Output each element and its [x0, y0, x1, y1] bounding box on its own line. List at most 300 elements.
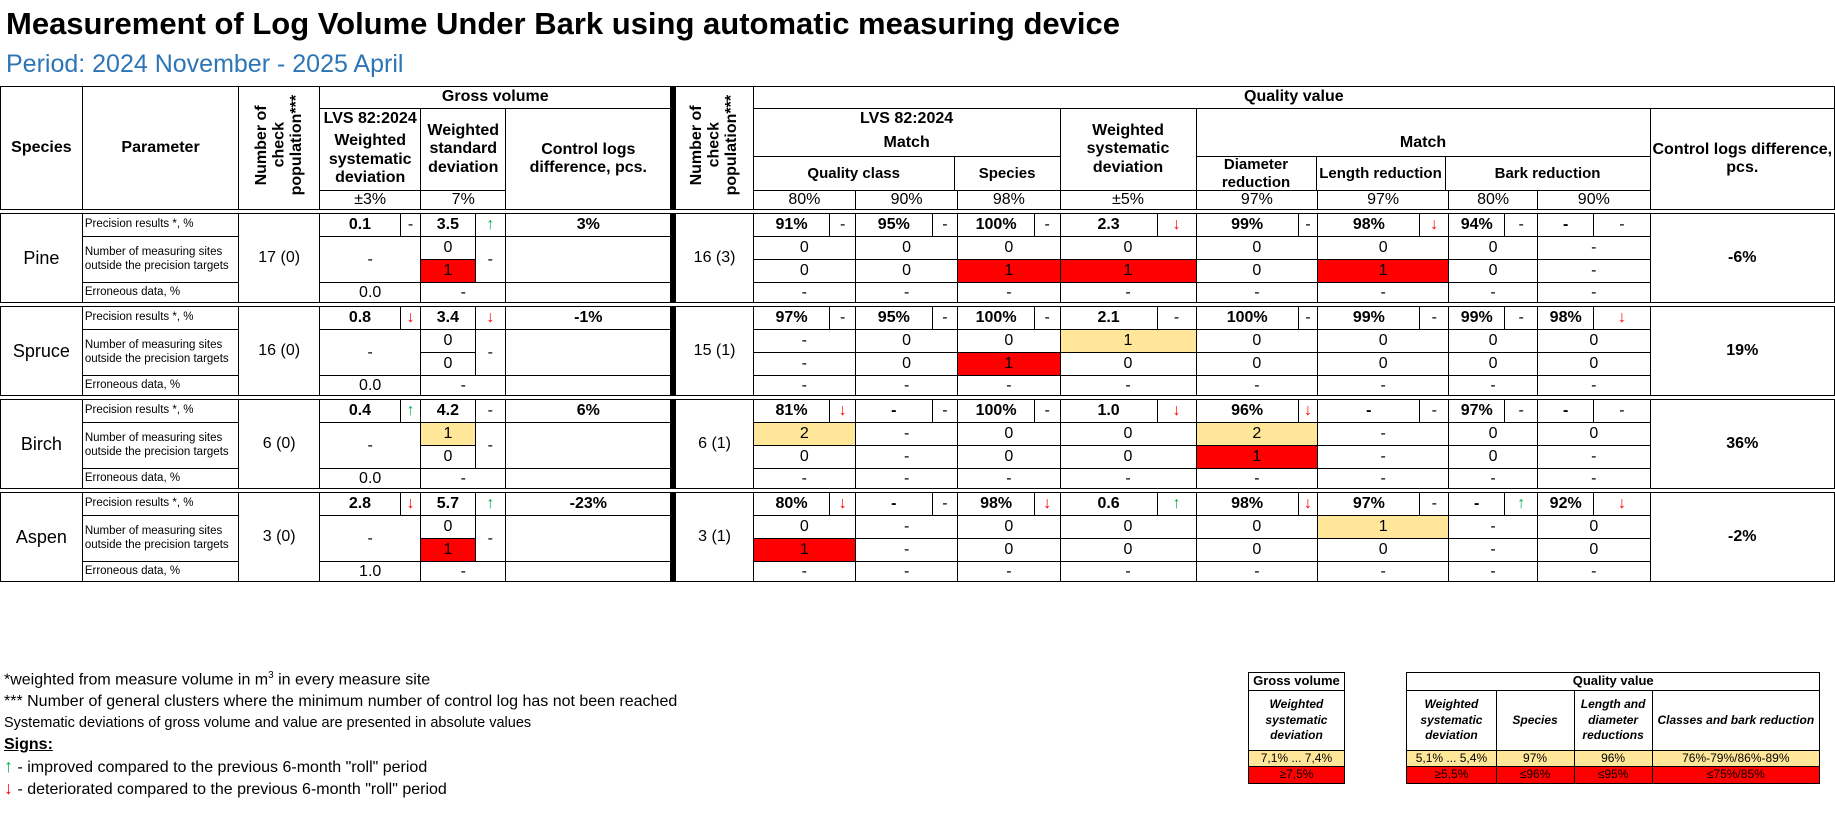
gross-check-pop: 17 (0)	[239, 214, 320, 303]
species-match-value: 100%	[958, 214, 1035, 237]
target-qc80: 80%	[753, 191, 855, 210]
param-erroneous: Erroneous data, %	[82, 283, 238, 303]
legend-col-classes-bark: Classes and bark reduction	[1652, 690, 1819, 750]
param-erroneous: Erroneous data, %	[82, 469, 238, 489]
gross-sys-outside: -	[320, 330, 421, 376]
species-match-outside-2: 0	[958, 446, 1060, 469]
diameter-reduction-trend: -	[1298, 214, 1317, 237]
legend-yellow-3: 97%	[1496, 750, 1574, 767]
param-erroneous: Erroneous data, %	[82, 376, 238, 396]
param-precision: Precision results *, %	[82, 307, 238, 330]
gross-std-value: 5.7	[421, 493, 475, 516]
quality-class-80-outside-2: 0	[753, 446, 855, 469]
length-reduction-value: 99%	[1318, 307, 1420, 330]
quality-class-80-outside-2: 0	[753, 260, 855, 283]
quality-class-90-outside: 0	[855, 330, 957, 353]
quality-sys-outside: 1	[1060, 330, 1196, 353]
quality-class-80-value: 91%	[753, 214, 830, 237]
species-match-trend: -	[1034, 400, 1060, 423]
gross-std-outside-2: 1	[421, 539, 475, 562]
quality-class-90-outside: -	[855, 423, 957, 446]
quality-sys-trend: ↑	[1157, 493, 1196, 516]
length-reduction-outside: 1	[1318, 516, 1449, 539]
gross-sys-value: 0.8	[320, 307, 401, 330]
length-reduction-value: 98%	[1318, 214, 1420, 237]
diameter-reduction-outside-2: 0	[1196, 353, 1318, 376]
bark-80-outside-2: 0	[1449, 446, 1538, 469]
header-gross-weighted-sys-dev: Weighted systematic deviation	[320, 130, 421, 191]
param-outside: Number of measuring sites outside the precision targets	[82, 237, 238, 283]
sign-improved: ↑ - improved compared to the previous 6-month "roll" period	[4, 755, 428, 776]
quality-class-90-outside: 0	[855, 237, 957, 260]
species-match-outside: 0	[958, 330, 1060, 353]
legend-yellow-2: 5,1% ... 5,4%	[1407, 750, 1496, 767]
bark-90-erroneous: -	[1538, 469, 1651, 489]
gross-sys-value: 0.1	[320, 214, 401, 237]
gross-std-trend: -	[475, 400, 506, 423]
species-name: Aspen	[1, 493, 83, 582]
quality-check-pop: 3 (1)	[673, 493, 753, 582]
quality-sys-erroneous: -	[1060, 469, 1196, 489]
length-reduction-value: 97%	[1318, 493, 1420, 516]
species-match-outside-2: 1	[958, 260, 1060, 283]
quality-check-pop: 15 (1)	[673, 307, 753, 396]
header-match-left: Match Quality class Species	[753, 130, 1060, 191]
header-gross-lvs: LVS 82:2024	[320, 109, 421, 131]
gross-sys-erroneous: 1.0	[320, 562, 421, 582]
length-reduction-erroneous: -	[1318, 376, 1449, 396]
arrow-down-icon: ↓	[4, 778, 13, 799]
gross-control-empty	[506, 516, 674, 562]
quality-class-80-trend: -	[830, 307, 856, 330]
length-reduction-value: -	[1318, 400, 1420, 423]
quality-sys-trend: ↓	[1157, 400, 1196, 423]
species-name: Birch	[1, 400, 83, 489]
length-reduction-outside: 0	[1318, 330, 1449, 353]
bark-80-outside-2: -	[1449, 539, 1538, 562]
legend-col-quality-sys: Weighted systematic deviation	[1407, 690, 1496, 750]
gross-sys-trend: ↓	[400, 307, 420, 330]
header-gross-volume: Gross volume	[320, 87, 674, 109]
legend-col-species: Species	[1496, 690, 1574, 750]
legend-gross-header: Gross volume	[1249, 673, 1345, 691]
target-quality-sys: ±5%	[1060, 191, 1196, 210]
bark-80-outside-2: 0	[1449, 353, 1538, 376]
gross-std-trend: ↓	[475, 307, 506, 330]
species-match-outside: 0	[958, 237, 1060, 260]
diameter-reduction-trend: ↓	[1298, 493, 1317, 516]
quality-sys-trend: -	[1157, 307, 1196, 330]
quality-sys-outside: 0	[1060, 423, 1196, 446]
quality-class-90-outside: -	[855, 516, 957, 539]
header-quality-num-check-pop: Number of check population***	[673, 87, 753, 210]
gross-std-trend: ↑	[475, 214, 506, 237]
quality-class-80-erroneous: -	[753, 562, 855, 582]
gross-std-outside: 0	[421, 237, 475, 260]
length-reduction-trend: -	[1420, 493, 1449, 516]
header-quality-lvs: LVS 82:2024	[753, 109, 1060, 131]
bark-90-value: 98%	[1538, 307, 1594, 330]
quality-sys-outside-2: 1	[1060, 260, 1196, 283]
gross-std-value: 4.2	[421, 400, 475, 423]
gross-std-outside-2: 1	[421, 260, 475, 283]
gross-std-outside-trend: -	[475, 330, 506, 376]
diameter-reduction-erroneous: -	[1196, 376, 1318, 396]
gross-control-empty	[506, 330, 674, 376]
footnote-weighted: *weighted from measure volume in $m^3$ in every measure site	[4, 670, 431, 689]
gross-sys-value: 0.4	[320, 400, 401, 423]
gross-std-outside: 1	[421, 423, 475, 446]
legend-red-2: ≥5,5%	[1407, 767, 1496, 784]
bark-80-outside: -	[1449, 516, 1538, 539]
bark-80-outside: 0	[1449, 237, 1538, 260]
quality-sys-outside-2: 0	[1060, 353, 1196, 376]
quality-sys-erroneous: -	[1060, 562, 1196, 582]
quality-sys-outside: 0	[1060, 516, 1196, 539]
diameter-reduction-erroneous: -	[1196, 283, 1318, 303]
bark-90-trend: ↓	[1594, 493, 1650, 516]
header-match-right-top	[1196, 109, 1650, 131]
species-match-outside: 0	[958, 516, 1060, 539]
species-match-outside-2: 1	[958, 353, 1060, 376]
param-erroneous: Erroneous data, %	[82, 562, 238, 582]
gross-control-erroneous-empty	[506, 469, 674, 489]
legend-yellow-4: 96%	[1574, 750, 1652, 767]
bark-90-outside-2: 0	[1538, 353, 1651, 376]
bark-90-erroneous: -	[1538, 376, 1651, 396]
gross-control-empty	[506, 423, 674, 469]
quality-class-90-trend: -	[932, 493, 958, 516]
table-row	[1, 214, 1835, 237]
diameter-reduction-outside-2: 0	[1196, 260, 1318, 283]
bark-80-value: 97%	[1449, 400, 1505, 423]
bark-80-erroneous: -	[1449, 376, 1538, 396]
gross-control-logs: -23%	[506, 493, 674, 516]
quality-sys-value: 1.0	[1060, 400, 1157, 423]
quality-class-90-erroneous: -	[855, 376, 957, 396]
gross-std-outside-trend: -	[475, 423, 506, 469]
length-reduction-trend: -	[1420, 307, 1449, 330]
footnote-systematic: Systematic deviations of gross volume and value are presented in absolute values	[4, 714, 532, 731]
gross-control-logs: 6%	[506, 400, 674, 423]
quality-class-90-outside-2: 0	[855, 260, 957, 283]
quality-sys-erroneous: -	[1060, 283, 1196, 303]
gross-sys-erroneous: 0.0	[320, 283, 421, 303]
quality-sys-trend: ↓	[1157, 214, 1196, 237]
quality-class-90-value: -	[855, 400, 932, 423]
quality-class-90-outside-2: -	[855, 539, 957, 562]
bark-80-outside: 0	[1449, 330, 1538, 353]
bark-90-trend: ↓	[1594, 307, 1650, 330]
target-gross-sys: ±3%	[320, 191, 421, 210]
gross-std-erroneous: -	[421, 283, 506, 303]
species-match-trend: -	[1034, 214, 1060, 237]
target-qc90: 90%	[855, 191, 957, 210]
bark-80-trend: -	[1505, 214, 1538, 237]
gross-control-logs: 3%	[506, 214, 674, 237]
param-precision: Precision results *, %	[82, 493, 238, 516]
quality-sys-erroneous: -	[1060, 376, 1196, 396]
header-quality-value: Quality value	[753, 87, 1834, 109]
target-diameter: 97%	[1196, 191, 1318, 210]
legend-table	[1248, 672, 1820, 784]
length-reduction-outside-2: 0	[1318, 353, 1449, 376]
gross-std-erroneous: -	[421, 376, 506, 396]
length-reduction-trend: ↓	[1420, 214, 1449, 237]
quality-class-90-trend: -	[932, 307, 958, 330]
length-reduction-outside: -	[1318, 423, 1449, 446]
gross-std-trend: ↑	[475, 493, 506, 516]
length-reduction-outside: 0	[1318, 237, 1449, 260]
species-name: Spruce	[1, 307, 83, 396]
diameter-reduction-value: 99%	[1196, 214, 1298, 237]
bark-80-value: 99%	[1449, 307, 1505, 330]
bark-80-erroneous: -	[1449, 283, 1538, 303]
bark-90-outside-2: -	[1538, 446, 1651, 469]
quality-class-80-outside: 0	[753, 516, 855, 539]
table-row	[1, 400, 1835, 423]
gross-sys-outside: -	[320, 237, 421, 283]
diameter-reduction-outside: 2	[1196, 423, 1318, 446]
diameter-reduction-trend: ↓	[1298, 400, 1317, 423]
target-bark80: 80%	[1449, 191, 1538, 210]
bark-90-trend: -	[1594, 214, 1650, 237]
quality-class-90-value: -	[855, 493, 932, 516]
quality-sys-outside-2: 0	[1060, 446, 1196, 469]
gross-std-outside: 0	[421, 330, 475, 353]
quality-class-90-erroneous: -	[855, 469, 957, 489]
legend-yellow-5: 76%-79%/86%-89%	[1652, 750, 1819, 767]
quality-class-80-outside: -	[753, 330, 855, 353]
footnote-clusters: *** Number of general clusters where the minimum number of control log has not been reached	[4, 692, 678, 710]
bark-90-outside-2: -	[1538, 260, 1651, 283]
bark-90-outside-2: 0	[1538, 539, 1651, 562]
species-name: Pine	[1, 214, 83, 303]
quality-check-pop: 6 (1)	[673, 400, 753, 489]
quality-sys-outside-2: 0	[1060, 539, 1196, 562]
gross-sys-trend: ↓	[400, 493, 420, 516]
diameter-reduction-value: 98%	[1196, 493, 1298, 516]
gross-std-outside-trend: -	[475, 516, 506, 562]
bark-90-outside: -	[1538, 237, 1651, 260]
sign-deteriorated: ↓ - deteriorated compared to the previous 6-month "roll" period	[4, 778, 447, 799]
quality-sys-value: 2.1	[1060, 307, 1157, 330]
quality-class-80-outside: 2	[753, 423, 855, 446]
gross-sys-trend: ↑	[400, 400, 420, 423]
quality-control-logs: 19%	[1650, 307, 1834, 396]
quality-control-logs: 36%	[1650, 400, 1834, 489]
gross-std-outside: 0	[421, 516, 475, 539]
gross-sys-erroneous: 0.0	[320, 376, 421, 396]
gross-check-pop: 6 (0)	[239, 400, 320, 489]
quality-class-90-trend: -	[932, 214, 958, 237]
quality-class-90-erroneous: -	[855, 283, 957, 303]
header-quality-control-logs: Control logs difference, pcs.	[1650, 109, 1834, 210]
table-row	[1, 307, 1835, 330]
legend-col-length-diameter: Length and diameter reductions	[1574, 690, 1652, 750]
bark-90-trend: -	[1594, 400, 1650, 423]
bark-80-erroneous: -	[1449, 469, 1538, 489]
quality-class-80-erroneous: -	[753, 376, 855, 396]
gross-check-pop: 3 (0)	[239, 493, 320, 582]
quality-class-80-value: 97%	[753, 307, 830, 330]
species-match-value: 98%	[958, 493, 1035, 516]
bark-90-erroneous: -	[1538, 283, 1651, 303]
arrow-up-icon: ↑	[4, 755, 13, 776]
param-outside: Number of measuring sites outside the precision targets	[82, 516, 238, 562]
header-weighted-std-dev: Weighted standard deviation	[421, 109, 506, 191]
species-match-erroneous: -	[958, 562, 1060, 582]
bark-80-trend: ↑	[1505, 493, 1538, 516]
quality-class-80-value: 80%	[753, 493, 830, 516]
gross-sys-outside: -	[320, 516, 421, 562]
length-reduction-outside-2: 0	[1318, 539, 1449, 562]
footnotes	[4, 665, 677, 801]
gross-sys-erroneous: 0.0	[320, 469, 421, 489]
gross-std-outside-2: 0	[421, 353, 475, 376]
quality-class-90-trend: -	[932, 400, 958, 423]
quality-class-90-erroneous: -	[855, 562, 957, 582]
species-match-trend: ↓	[1034, 493, 1060, 516]
quality-class-80-trend: -	[830, 214, 856, 237]
bark-80-trend: -	[1505, 400, 1538, 423]
bark-90-outside: 0	[1538, 516, 1651, 539]
species-match-value: 100%	[958, 307, 1035, 330]
diameter-reduction-value: 96%	[1196, 400, 1298, 423]
legend-red-5: ≤75%/85%	[1652, 767, 1819, 784]
bark-80-trend: -	[1505, 307, 1538, 330]
quality-check-pop: 16 (3)	[673, 214, 753, 303]
quality-sys-value: 0.6	[1060, 493, 1157, 516]
quality-class-80-erroneous: -	[753, 283, 855, 303]
length-reduction-outside-2: 1	[1318, 260, 1449, 283]
quality-sys-outside: 0	[1060, 237, 1196, 260]
header-parameter: Parameter	[82, 87, 238, 210]
quality-class-80-value: 81%	[753, 400, 830, 423]
header-match-right: Match Diameter reduction Length reduction Bark reduction	[1196, 130, 1650, 191]
diameter-reduction-outside: 0	[1196, 516, 1318, 539]
bark-80-value: -	[1449, 493, 1505, 516]
param-precision: Precision results *, %	[82, 214, 238, 237]
species-match-trend: -	[1034, 307, 1060, 330]
gross-sys-trend: -	[400, 214, 420, 237]
page-title: Measurement of Log Volume Under Bark using automatic measuring device	[6, 6, 1120, 41]
param-outside: Number of measuring sites outside the precision targets	[82, 423, 238, 469]
gross-std-outside-2: 0	[421, 446, 475, 469]
legend-yellow-1: 7,1% ... 7,4%	[1249, 750, 1345, 767]
bark-90-outside: 0	[1538, 423, 1651, 446]
gross-control-erroneous-empty	[506, 283, 674, 303]
legend-red-1: ≥7,5%	[1249, 767, 1345, 784]
quality-class-90-value: 95%	[855, 307, 932, 330]
quality-class-90-outside-2: 0	[855, 353, 957, 376]
measurement-table	[0, 86, 1835, 582]
quality-class-80-outside: 0	[753, 237, 855, 260]
species-match-outside: 0	[958, 423, 1060, 446]
bark-90-outside: 0	[1538, 330, 1651, 353]
legend-quality-header: Quality value	[1407, 673, 1820, 691]
gross-check-pop: 16 (0)	[239, 307, 320, 396]
species-match-outside-2: 0	[958, 539, 1060, 562]
target-gross-std: 7%	[421, 191, 506, 210]
bark-80-value: 94%	[1449, 214, 1505, 237]
legend-col-gross-sys: Weighted systematic deviation	[1249, 690, 1345, 750]
diameter-reduction-outside: 0	[1196, 237, 1318, 260]
quality-control-logs: -6%	[1650, 214, 1834, 303]
bark-90-value: 92%	[1538, 493, 1594, 516]
quality-sys-value: 2.3	[1060, 214, 1157, 237]
target-species: 98%	[958, 191, 1060, 210]
header-quality-weighted-sys-dev: Weighted systematic deviation	[1060, 109, 1196, 191]
species-match-erroneous: -	[958, 283, 1060, 303]
header-num-check-pop: Number of check population***	[239, 87, 320, 210]
diameter-reduction-value: 100%	[1196, 307, 1298, 330]
target-length: 97%	[1318, 191, 1449, 210]
legend-red-3: ≤96%	[1496, 767, 1574, 784]
period-subtitle: Period: 2024 November - 2025 April	[6, 50, 404, 78]
gross-sys-outside: -	[320, 423, 421, 469]
diameter-reduction-trend: -	[1298, 307, 1317, 330]
quality-class-90-value: 95%	[855, 214, 932, 237]
gross-std-value: 3.5	[421, 214, 475, 237]
gross-std-erroneous: -	[421, 469, 506, 489]
length-reduction-erroneous: -	[1318, 562, 1449, 582]
length-reduction-trend: -	[1420, 400, 1449, 423]
diameter-reduction-outside-2: 1	[1196, 446, 1318, 469]
bark-80-erroneous: -	[1449, 562, 1538, 582]
diameter-reduction-erroneous: -	[1196, 562, 1318, 582]
length-reduction-erroneous: -	[1318, 469, 1449, 489]
diameter-reduction-erroneous: -	[1196, 469, 1318, 489]
species-match-value: 100%	[958, 400, 1035, 423]
gross-std-erroneous: -	[421, 562, 506, 582]
gross-control-erroneous-empty	[506, 376, 674, 396]
length-reduction-outside-2: -	[1318, 446, 1449, 469]
table-row	[1, 493, 1835, 516]
bark-90-erroneous: -	[1538, 562, 1651, 582]
length-reduction-erroneous: -	[1318, 283, 1449, 303]
param-precision: Precision results *, %	[82, 400, 238, 423]
param-outside: Number of measuring sites outside the precision targets	[82, 330, 238, 376]
quality-class-80-erroneous: -	[753, 469, 855, 489]
species-match-erroneous: -	[958, 469, 1060, 489]
quality-class-80-trend: ↓	[830, 493, 856, 516]
target-bark90: 90%	[1538, 191, 1651, 210]
quality-class-90-outside-2: -	[855, 446, 957, 469]
gross-sys-value: 2.8	[320, 493, 401, 516]
header-gross-control-logs: Control logs difference, pcs.	[506, 109, 674, 210]
gross-control-erroneous-empty	[506, 562, 674, 582]
bark-90-value: -	[1538, 214, 1594, 237]
header-species: Species	[1, 87, 83, 210]
quality-class-80-outside-2: -	[753, 353, 855, 376]
gross-control-logs: -1%	[506, 307, 674, 330]
bark-80-outside: 0	[1449, 423, 1538, 446]
gross-std-outside-trend: -	[475, 237, 506, 283]
diameter-reduction-outside-2: 0	[1196, 539, 1318, 562]
gross-std-value: 3.4	[421, 307, 475, 330]
legend-red-4: ≤95%	[1574, 767, 1652, 784]
bark-90-value: -	[1538, 400, 1594, 423]
quality-class-80-trend: ↓	[830, 400, 856, 423]
gross-control-empty	[506, 237, 674, 283]
diameter-reduction-outside: 0	[1196, 330, 1318, 353]
quality-control-logs: -2%	[1650, 493, 1834, 582]
quality-class-80-outside-2: 1	[753, 539, 855, 562]
signs-heading: Signs:	[4, 736, 53, 754]
bark-80-outside-2: 0	[1449, 260, 1538, 283]
species-match-erroneous: -	[958, 376, 1060, 396]
